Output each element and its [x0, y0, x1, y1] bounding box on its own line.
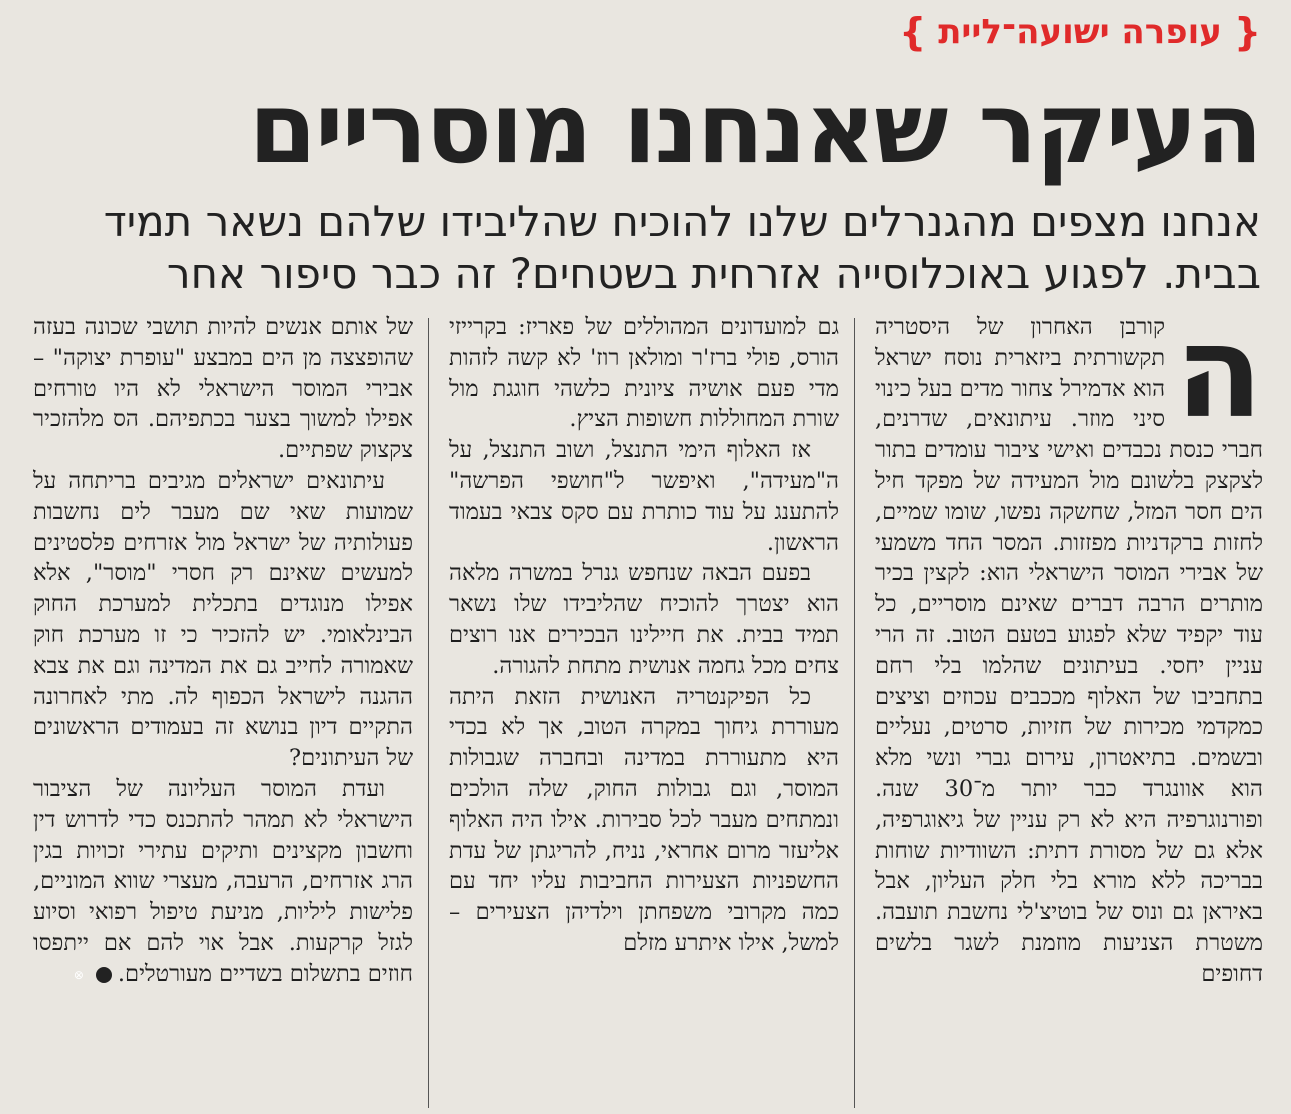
subheadline-line-2: בבית. לפגוע באוכלוסייה אזרחית בשטחים? זה כבר סיפור אחר [166, 249, 1261, 298]
article-body [0, 312, 1291, 1112]
paragraph: גם למועדונים המהוללים של פאריז: בקרייזי הורס, פולי ברז'ר ומולאן רוז' לא קשה לזהות מדי פעם אושיה ציונית כלשהי חוגגת מול שורת המחוללות חשופות הציץ. [449, 314, 839, 433]
column-divider [854, 318, 855, 1108]
article-column-middle [449, 312, 839, 1112]
paragraph: של אותם אנשים להיות תושבי שכונה בעזה שהופצצה מן הים במבצע "עופרת יצוקה" – אבירי המוסר הישראלי לא היו טורחים אפילו למשוך בצער בכתפיהם. הס מלהזכיר צקצוק שפתיים. [33, 314, 413, 464]
paragraph: אז האלוף הימי התנצל, ושוב התנצל, על ה"מעידה", ואיפשר ל"חושפי הפרשה" להתענג על עוד כותרת עם סקס צבאי בעמוד הראשון. [449, 437, 839, 556]
byline-author: עופרה ישועה־ליית [938, 12, 1222, 52]
paragraph: בפעם הבאה שנחפש גנרל במשרה מלאה הוא יצטרך להוכיח שהליבידו שלו נשאר תמיד בבית. את חיילינו הבכירים אנו רוצים צחים מכל גחמה אנושית מתחת להגורה. [449, 560, 839, 679]
column-divider [428, 318, 429, 1108]
byline-open-brace: { [1233, 10, 1261, 54]
subheadline [16, 196, 1261, 300]
article-column-right [875, 312, 1263, 1112]
paragraph: עיתונאים ישראלים מגיבים בריתחה על שמועות שאי שם מעבר לים נחשבות פעולותיה של ישראל מול אזרחים פלסטינים למעשים שאינם רק חסרי "מוסר", אלא אפילו מנוגדים בתכלית למערכת החוק הבינלאומי. יש להזכיר כי זו מערכת חוק שאמורה לחייב גם את המדינה וגם את צבא ההגנה לישראל הכפוף לה. מתי לאחרונה התקיים דיון בנושא זה בעמודים הראשונים של העיתונים? [33, 467, 413, 772]
headline: העיקר שאנחנו מוסריים [248, 72, 1261, 186]
paragraph-text: ועדת המוסר העליונה של הציבור הישראלי לא תמהר להתכנס כדי לדרוש דין וחשבון מקצינים ותיקים עתירי זכויות בגין הרג אזרחים, הרעבה, מעצרי שווא המוניים, פלישות ליליות, מניעת טיפול רפואי וסיוע לגזל קרקעות. אבל אוי להם אם ייתפסו חוזים בתשלום בשדיים מעורטלים. [33, 775, 413, 987]
drop-cap: ה [1175, 312, 1263, 447]
paragraph: כל הפיקנטריה האנושית הזאת היתה מעוררת גיחוך במקרה הטוב, אך לא בכדי היא מתעוררת במדינה ובחברה שגבולות המוסר, וגם גבולות החוק, שלה הולכים ונמתחים מעבר לכל סבירות. אילו היה האלוף אליעזר מרום אחראי, נניח, להריגתן של עדת החשפניות הצעירות החביבות עליו יחד עם כמה מקרובי משפחתן וילדיהן הצעירים – למשל, אילו איתרע מזלם [449, 683, 839, 956]
paragraph: קורבן האחרון של היסטריה תקשורתית ביזארית נוסח ישראל הוא אדמירל צחור מדים בעל כינוי סיני מוזר. עיתונאים, שדרנים, חברי כנסת נכבדים ואישי ציבור עומדים בתור לצקצק בלשונם מול המעידה של מפקד חיל הים חסר המזל, שחשקה נפשו, שומו שמיים, לחזות ברקדניות מפזזות. המסר החד משמעי של אבירי המוסר הישראלי הוא: לקצין בכיר מותרים הרבה דברים שאינם מוסריים, כל עוד יקפיד שלא לפגוע בטעם הטוב. זה הרי עניין יחסי. בעיתונים שהלמו בלי רחם בתחביבו של האלוף מככבים עכוזים וציצים כמקדמי מכירות של חזיות, סרטים, נעליים ובשמים. בתיאטרון, עירום גברי ונשי מלא הוא אוונגרד כבר יותר מ־30 שנה. ופורנוגרפיה היא לא רק עניין של גיאוגרפיה, אלא גם של מסורת דתית: השוודיות שוחות בבריכה ללא מורא בלי חלק העליון, אבל באיראן גם ונוס של בוטיצ'לי נחשבת תועבה. משטרת הצניעות מוזמנת לשגר בלשים דחופים [875, 314, 1263, 987]
end-of-article-icon: ⊗ [96, 967, 112, 983]
byline [899, 10, 1261, 54]
paragraph [33, 774, 413, 990]
subheadline-line-1: אנחנו מצפים מהגנרלים שלנו להוכיח שהליבידו שלהם נשאר תמיד [103, 197, 1261, 246]
article-column-left [33, 312, 413, 1112]
byline-close-brace: } [899, 10, 927, 54]
